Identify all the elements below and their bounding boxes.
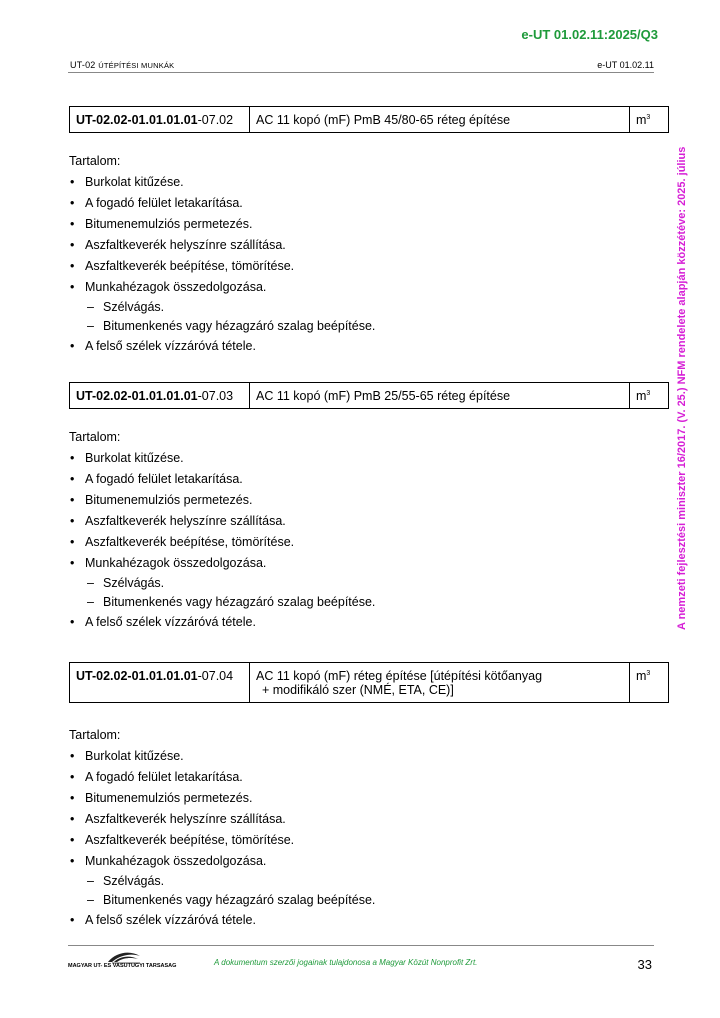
list-item: • Aszfaltkeverék beépítése, tömörítése. bbox=[69, 256, 375, 277]
item-code: UT-02.02-01.01.01.01-07.03 bbox=[70, 383, 250, 409]
list-item: • Aszfaltkeverék helyszínre szállítása. bbox=[69, 511, 375, 532]
header-divider bbox=[68, 72, 654, 73]
side-publication-note: A nemzeti fejlesztési miniszter 16/2017. (V. 25.) NFM rendelete alapján közzétéve: 2025. július bbox=[676, 146, 688, 630]
item-unit: $m^3$ bbox=[630, 383, 669, 409]
item-content-2 bbox=[69, 427, 375, 633]
sub-list-item: – Szélvágás. bbox=[69, 574, 375, 593]
company-logo-text: MAGYAR UT- ES VASUTUGYI TARSASAG bbox=[68, 963, 177, 969]
list-item: • Munkahézagok összedolgozása. bbox=[69, 277, 375, 298]
item-code: UT-02.02-01.01.01.01-07.04 bbox=[70, 663, 250, 703]
item-description: AC 11 kopó (mF) PmB 25/55-65 réteg építése bbox=[250, 383, 630, 409]
list-item: • Aszfaltkeverék helyszínre szállítása. bbox=[69, 235, 375, 256]
list-item: • A fogadó felület letakarítása. bbox=[69, 193, 375, 214]
sub-list-item: – Bitumenkenés vagy hézagzáró szalag beépítése. bbox=[69, 593, 375, 612]
list-item: • Munkahézagok összedolgozása. bbox=[69, 851, 375, 872]
item-description: AC 11 kopó (mF) PmB 45/80-65 réteg építése bbox=[250, 107, 630, 133]
content-label: Tartalom: bbox=[69, 154, 121, 168]
list-item: • A fogadó felület letakarítása. bbox=[69, 469, 375, 490]
sub-list-item: – Szélvágás. bbox=[69, 872, 375, 891]
content-list bbox=[69, 172, 375, 357]
copyright-note: A dokumentum szerzői jogainak tulajdonosa a Magyar Közút Nonprofit Zrt. bbox=[214, 958, 478, 967]
header-section-title: ÚTÉPÍTÉSI MUNKÁK bbox=[98, 61, 175, 70]
item-table-2 bbox=[69, 382, 669, 409]
document-code: e-UT 01.02.11:2025/Q3 bbox=[521, 27, 658, 42]
list-item: • Aszfaltkeverék beépítése, tömörítése. bbox=[69, 532, 375, 553]
running-header-right: e-UT 01.02.11 bbox=[597, 60, 654, 70]
list-item: • Bitumenemulziós permetezés. bbox=[69, 788, 375, 809]
page-number: 33 bbox=[637, 957, 652, 972]
item-unit: $m^3$ bbox=[630, 107, 669, 133]
content-label: Tartalom: bbox=[69, 728, 121, 742]
item-code: UT-02.02-01.01.01.01-07.02 bbox=[70, 107, 250, 133]
item-content-1 bbox=[69, 151, 375, 357]
header-section-prefix: UT-02 bbox=[70, 60, 99, 70]
running-header-left bbox=[70, 60, 174, 70]
item-content-3 bbox=[69, 725, 375, 931]
sub-list-item: – Szélvágás. bbox=[69, 298, 375, 317]
item-unit: $m^3$ bbox=[630, 663, 669, 703]
list-item: • Burkolat kitűzése. bbox=[69, 746, 375, 767]
list-item: • Aszfaltkeverék helyszínre szállítása. bbox=[69, 809, 375, 830]
list-item: • Burkolat kitűzése. bbox=[69, 172, 375, 193]
sub-list-item: – Bitumenkenés vagy hézagzáró szalag beépítése. bbox=[69, 317, 375, 336]
item-table-3 bbox=[69, 662, 669, 703]
list-item: • Munkahézagok összedolgozása. bbox=[69, 553, 375, 574]
item-description: AC 11 kopó (mF) réteg építése [útépítési kötőanyag + modifikáló szer (NMÉ, ETA, CE)] bbox=[250, 663, 630, 703]
list-item: • Burkolat kitűzése. bbox=[69, 448, 375, 469]
content-list bbox=[69, 746, 375, 931]
list-item: • A felső szélek vízzáróvá tétele. bbox=[69, 910, 375, 931]
content-label: Tartalom: bbox=[69, 430, 121, 444]
sub-list-item: – Bitumenkenés vagy hézagzáró szalag beépítése. bbox=[69, 891, 375, 910]
list-item: • Aszfaltkeverék beépítése, tömörítése. bbox=[69, 830, 375, 851]
list-item: • Bitumenemulziós permetezés. bbox=[69, 490, 375, 511]
list-item: • A fogadó felület letakarítása. bbox=[69, 767, 375, 788]
list-item: • A felső szélek vízzáróvá tétele. bbox=[69, 612, 375, 633]
footer-divider bbox=[68, 945, 654, 946]
item-table-1 bbox=[69, 106, 669, 133]
list-item: • A felső szélek vízzáróvá tétele. bbox=[69, 336, 375, 357]
content-list bbox=[69, 448, 375, 633]
list-item: • Bitumenemulziós permetezés. bbox=[69, 214, 375, 235]
